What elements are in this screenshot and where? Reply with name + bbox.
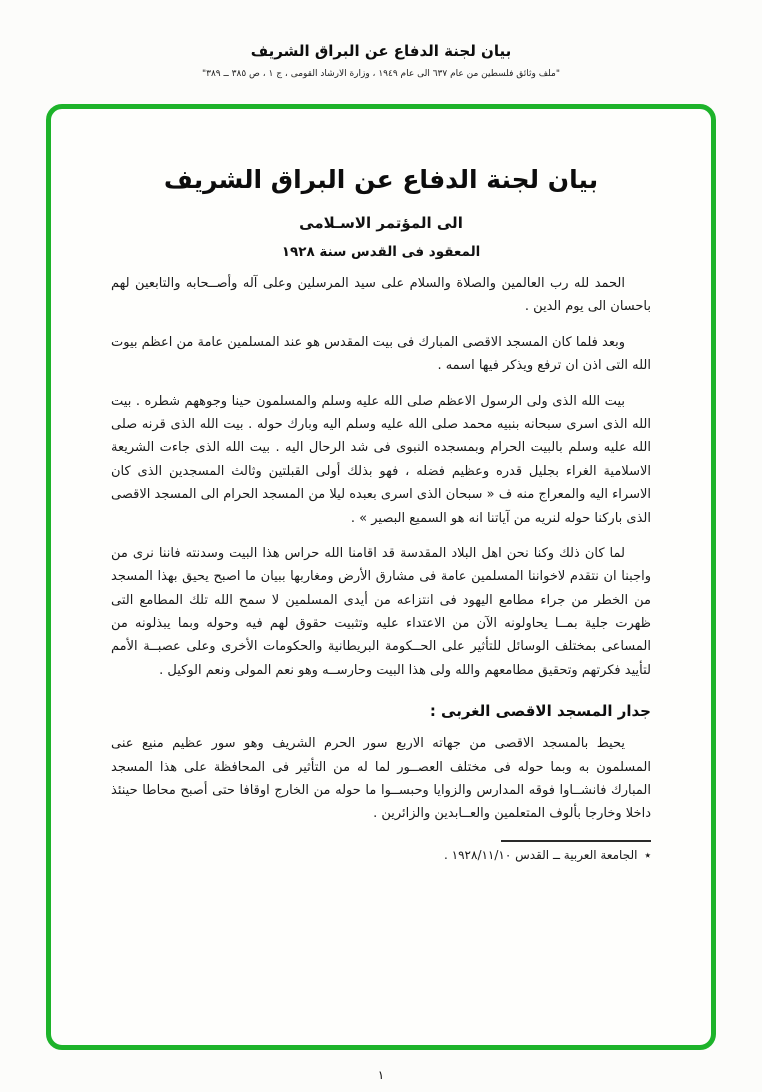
footnote-divider (501, 840, 651, 842)
document-content (51, 109, 711, 862)
paragraph: يحيط بالمسجد الاقصى من جهاته الاربع سور الحرم الشريف وهو سور عظيم منيع عنى المسلمون به وبما حوله فى مختلف العصــور لما له من التأثير فى المحافظة على هذا المسجد المبارك فانشــاوا فوقه المدارس والزوايا وحبســوا ما حوله من الخارج اوقافا حتى أصبح محاطا حينئذ داخلا وخارجا بألوف المتعلمين والعــابدين والزائرين . (111, 736, 651, 822)
section-heading: جدار المسجد الاقصى الغربى : (429, 702, 651, 721)
header-source-line: "ملف وثائق فلسطين من عام ٦٣٧ الى عام ١٩٤٩ ، وزارة الارشاد القومى ، ج ١ ، ص ٣٨٥ ــ ٣٨٩" (202, 69, 560, 79)
document-subtitle-line2: المعقود فى القدس سنة ١٩٢٨ (281, 244, 481, 260)
paragraph: لما كان ذلك وكنا نحن اهل البلاد المقدسة قد اقامنا الله حراس هذا البيت وسدنته فاننا نرى من واجبنا ان نتقدم لاخواننا المسلمين عامة فى مشارق الأرض ومغاربها ببيان ما اصبح يحيق بهذا المسجد من الخطر من جراء مطامع اليهود فى انتزاعه من أيدى المسلمين لا سمح الله تلك المطامع التى ظهرت جلية بمــا يحاولونه الآن من الاعتداء عليه وتثبيت حقوق لهم فيه وحوله وبما يبذلونه من المساعى بمختلف الوسائل للتأثير على الحــكومة البريطانية والحكومات الأخرى وعلى عصبــة الأمم لتأييد فكرتهم وتحقيق مطامعهم والله ولى هذا البيت وحارســه وهو نعم المولى ونعم الوكيل . (111, 545, 651, 678)
document-subtitle-line1: الى المؤتمر الاسـلامى (299, 214, 463, 232)
header-title: بيان لجنة الدفاع عن البراق الشريف (250, 42, 512, 60)
footnote-marker: ٭ (644, 847, 651, 862)
footnote-text (111, 848, 651, 862)
page-header (0, 42, 762, 79)
paragraph: وبعد فلما كان المسجد الاقصى المبارك فى بيت المقدس هو عند المسلمين عامة من اعظم بيوت الله التى اذن ان ترفع ويذكر فيها اسمه . (111, 334, 651, 374)
footnote-body: الجامعة العربية ــ القدس ١٩٢٨/١١/١٠ . (444, 847, 638, 862)
footnote (111, 840, 651, 862)
paragraph: بيت الله الذى ولى الرسول الاعظم صلى الله عليه وسلم والمسلمون حينا وجوههم شطره . بيت الله الذى اسرى سبحانه بنبيه محمد صلى الله عليه وسلم اليه وبارك حوله . بيت الله الذى قرنه صلى الله عليه وسلم بالبيت الحرام وبمسجده النبوى فى شد الرحال اليه . بيت الله الذى جاءت الشريعة الاسلامية الغراء بجليل قدره وعظيم فضله ، فهو بذلك أولى القبلتين وثالث المسجدين الذى كان الاسراء اليه والمعراج منه ف « سبحان الذى اسرى بعبده ليلا من المسجد الحرام الى المسجد الاقصى الذى باركنا حوله لنريه من آياتنا انه هو السميع البصير » . (111, 393, 651, 526)
paragraph: الحمد لله رب العالمين والصلاة والسلام على سيد المرسلين وعلى آله وأصــحابه والتابعين لهم باحسان الى يوم الدين . (111, 276, 651, 315)
page-number: ١ (377, 1068, 385, 1082)
document-title: بيان لجنة الدفاع عن البراق الشريف (163, 165, 599, 194)
document-frame (46, 104, 716, 1050)
